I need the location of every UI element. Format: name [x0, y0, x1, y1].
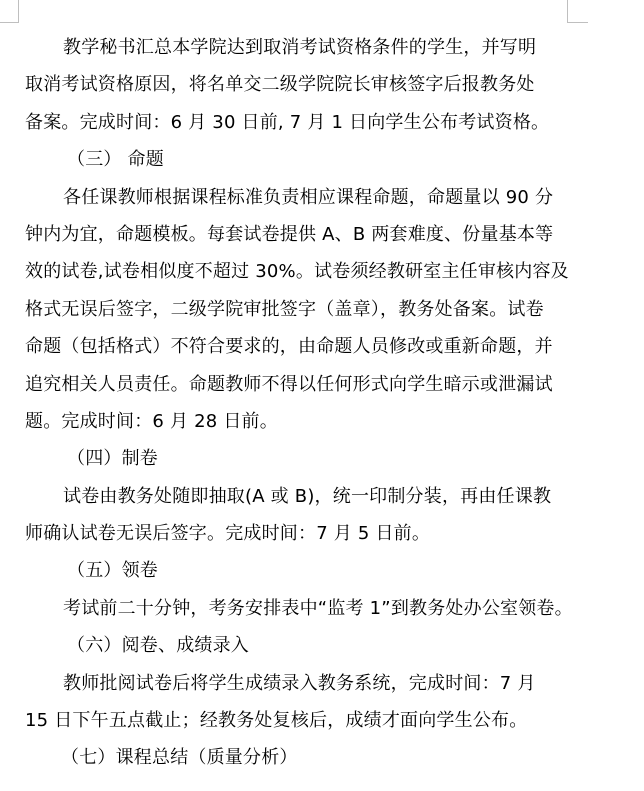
paragraph-line: 备案。完成时间：6 月 30 日前, 7 月 1 日向学生公布考试资格。 [25, 111, 550, 133]
paragraph-line: 考试前二十分钟，考务安排表中“监考 1”到教务处办公室领卷。 [63, 597, 573, 619]
paragraph-line: 取消考试资格原因，将名单交二级学院院长审核签字后报教务处 [25, 74, 535, 96]
paragraph-line: 钟内为宜，命题模板。每套试卷提供 A、B 两套难度、份量基本等 [25, 223, 554, 245]
paragraph-line: 效的试卷,试卷相似度不超过 30%。试卷须经教研室主任审核内容及 [25, 261, 569, 283]
section-heading-3: （三） 命题 [67, 149, 164, 171]
document-body[interactable] [25, 29, 590, 777]
paragraph-line: 师确认试卷无误后签字。完成时间：7 月 5 日前。 [25, 523, 431, 545]
paragraph-line: 格式无误后签字，二级学院审批签字（盖章），教务处备案。试卷 [25, 298, 544, 320]
paragraph-line: 教师批阅试卷后将学生成绩录入教务系统，完成时间：7 月 [63, 672, 536, 694]
section-heading-5: （五）领卷 [67, 560, 158, 582]
paragraph-line: 题。完成时间：6 月 28 日前。 [25, 410, 278, 432]
paragraph-line: 教学秘书汇总本学院达到取消考试资格条件的学生，并写明 [63, 37, 537, 58]
paragraph-line: 命题（包括格式）不符合要求的，由命题人员修改或重新命题，并 [25, 336, 553, 358]
paragraph-line: 各任课教师根据课程标准负责相应课程命题，命题量以 90 分 [63, 186, 554, 208]
section-heading-7: （七）课程总结（质量分析） [61, 747, 298, 769]
crop-mark-top-right [567, 0, 588, 23]
crop-mark-top-left [0, 0, 19, 23]
section-heading-4: （四）制卷 [67, 448, 158, 470]
paragraph-line: 追究相关人员责任。命题教师不得以任何形式向学生暗示或泄漏试 [25, 373, 553, 395]
paragraph-line: 15 日下午五点截止；经教务处复核后，成绩才面向学生公布。 [25, 710, 528, 732]
paragraph-line: 试卷由教务处随即抽取(A 或 B)，统一印制分装，再由任课教 [63, 485, 552, 507]
section-heading-6: （六）阅卷、成绩录入 [67, 635, 249, 657]
